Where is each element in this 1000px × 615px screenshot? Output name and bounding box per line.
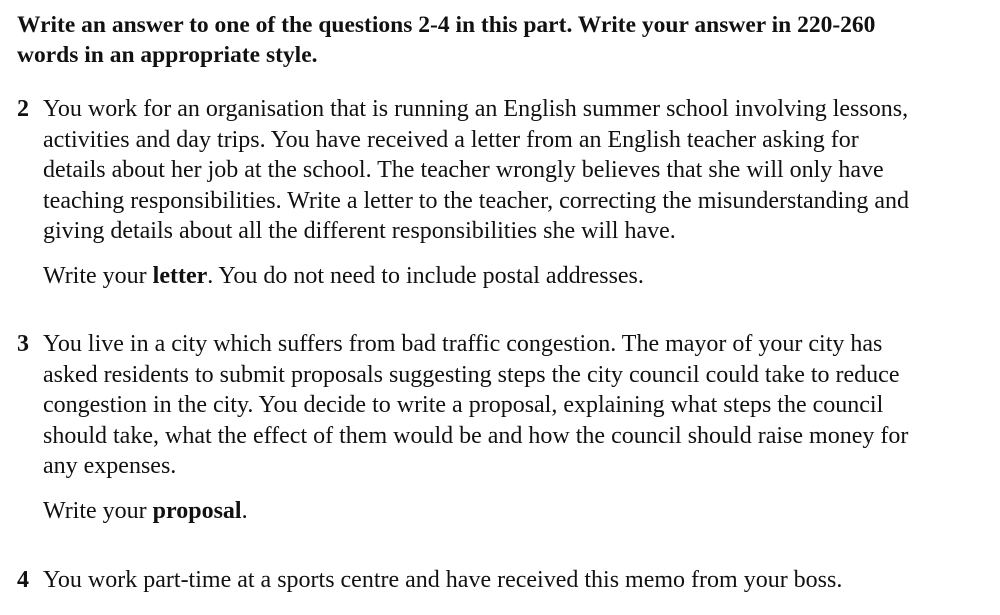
heading-line-2: words in an appropriate style. [17,42,318,68]
prompt-line: should take, what the effect of them would be and how the council should raise money for [43,422,909,449]
instruction-suffix: . [241,498,248,524]
task-instructions-heading [17,10,875,70]
question-prompt [43,565,842,596]
prompt-line: You work for an organisation that is running an English summer school involving lessons, [43,96,909,122]
task-type: proposal [152,498,242,524]
prompt-line: details about her job at the school. The teacher wrongly believes that she will only have [43,157,884,183]
prompt-line: asked residents to submit proposals suggesting steps the city council could take to reduce [43,361,900,388]
task-type: letter [152,263,208,289]
instruction-suffix: . You do not need to include postal addresses. [207,263,644,289]
prompt-line: activities and day trips. You have received a letter from an English teacher asking for [43,126,859,153]
instruction-prefix: Write your [43,498,153,524]
question-prompt [43,94,909,247]
heading-line-1: Write an answer to one of the questions 2-4 in this part. Write your answer in 220-260 [17,12,876,38]
instruction-prefix: Write your [43,263,153,289]
question-number: 2 [17,96,29,122]
writing-instruction [43,261,644,291]
prompt-line: teaching responsibilities. Write a letter to the teacher, correcting the misunderstanding and [43,187,910,214]
prompt-line: giving details about all the different responsibilities she will have. [43,218,676,244]
prompt-line: congestion in the city. You decide to write a proposal, explaining what steps the council [43,392,884,418]
prompt-line: You live in a city which suffers from bad traffic congestion. The mayor of your city has [43,331,883,357]
writing-instruction [43,496,248,526]
prompt-line: You work part-time at a sports centre and have received this memo from your boss. [43,567,843,593]
question-number: 4 [17,567,29,593]
prompt-line: any expenses. [43,453,177,479]
question-prompt [43,329,908,482]
question-number: 3 [17,331,29,357]
